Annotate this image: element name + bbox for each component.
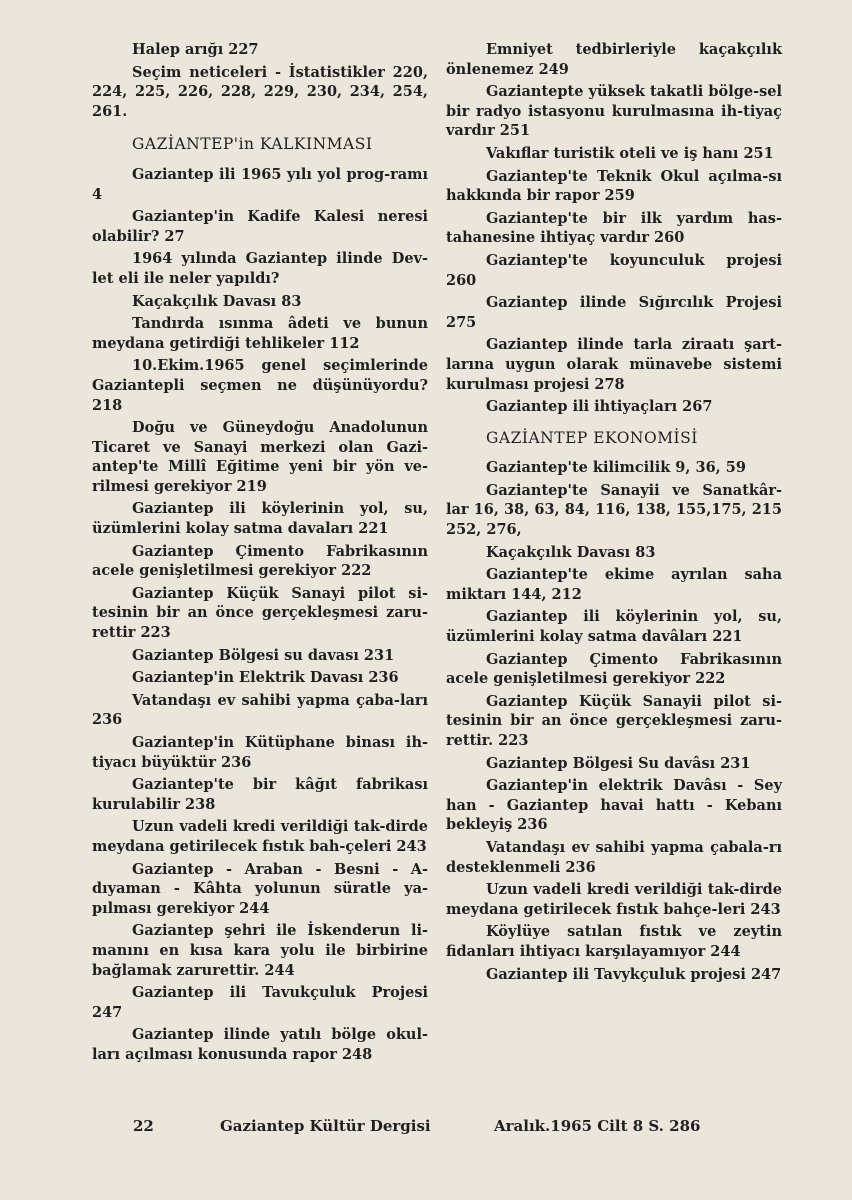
left-index-column xyxy=(92,40,428,1068)
index-entry: Gaziantep ili köylerinin yol, su, üzümlerini kolay satma davaları 221 xyxy=(92,500,428,538)
index-entry: Uzun vadeli kredi verildiği tak-dirde meydana getirilecek fıstık bah-çeleri 243 xyxy=(92,818,428,855)
index-entry: Gaziantep ilinde tarla ziraatı şart-larına uygun olarak münavebe sistemi kurulması projesi 278 xyxy=(446,336,782,393)
index-entry: 10.Ekim.1965 genel seçimlerinde Gaziantepli seçmen ne düşünüyordu? 218 xyxy=(92,357,428,414)
index-entry: Vakıflar turistik oteli ve iş hanı 251 xyxy=(486,144,774,162)
section-heading: GAZİANTEP EKONOMİSİ xyxy=(486,428,698,447)
issue-info: Aralık.1965 Cilt 8 S. 286 xyxy=(494,1117,701,1135)
index-entry: Gaziantep ilinde yatılı bölge okul-ları açılması konusunda rapor 248 xyxy=(92,1026,428,1063)
index-entry: Gaziantep Bölgesi Su davâsı 231 xyxy=(486,754,751,772)
index-entry: Gaziantep Çimento Fabrikasının acele genişletilmesi gerekiyor 222 xyxy=(446,650,782,688)
index-entry: Gaziantep ili Tavykçuluk projesi 247 xyxy=(486,965,782,983)
index-entry: Gaziantep - Araban - Besni - A-dıyaman - Kâhta yolunun süratle ya-pılması gerekiyor 244 xyxy=(92,860,428,917)
index-entry: Gaziantep ili 1965 yılı yol prog-ramı 4 xyxy=(92,165,428,203)
index-entry: Halep arığı 227 xyxy=(132,41,259,58)
index-entry: Kaçakçılık Davası 83 xyxy=(132,292,302,310)
index-entry: Uzun vadeli kredi verildiği tak-dirde meydana getirilecek fıstık bahçe-leri 243 xyxy=(446,881,782,918)
index-entry: Emniyet tedbirleriyle kaçakçılık önlenemez 249 xyxy=(446,41,782,78)
index-entry: Gaziantep'in Kadife Kalesi neresi olabilir? 27 xyxy=(92,208,428,245)
index-entry: Gaziantep ili Tavukçuluk Projesi 247 xyxy=(92,984,428,1021)
page-footer xyxy=(0,1117,852,1143)
index-entry: Köylüye satılan fıstık ve zeytin fidanları ihtiyacı karşılayamıyor 244 xyxy=(446,923,782,960)
index-entry: Gaziantep'te bir ilk yardım has-tahanesine ihtiyaç vardır 260 xyxy=(446,209,782,247)
index-entry: 1964 yılında Gaziantep ilinde Dev-let eli ile neler yapıldı? xyxy=(92,250,428,287)
right-index-column xyxy=(446,40,782,987)
section-heading: GAZİANTEP'in KALKINMASI xyxy=(132,135,373,154)
index-entry: Gaziantep ilinde Sığırcılık Projesi 275 xyxy=(446,294,782,331)
index-entry: Gaziantep'te ekime ayrılan saha miktarı 144, 212 xyxy=(446,566,782,603)
index-entry: Gaziantep ili köylerinin yol, su, üzümlerini kolay satma davâları 221 xyxy=(446,608,782,646)
index-entry: Gaziantep Bölgesi su davası 231 xyxy=(132,646,395,664)
index-entry: Gaziantep Çimento Fabrikasının acele genişletilmesi gerekiyor 222 xyxy=(92,542,428,580)
index-entry: Vatandaşı ev sahibi yapma çabala-rı desteklenmeli 236 xyxy=(446,838,782,876)
index-entry: Gaziantep şehri ile İskenderun li-manını en kısa kara yolu ile birbirine bağlamak zarurettir. 244 xyxy=(92,922,428,979)
index-entry: Gaziantep'in Elektrik Davası 236 xyxy=(132,669,399,687)
index-entry: Doğu ve Güneydoğu Anadolunun Ticaret ve Sanayi merkezi olan Gazi-antep'te Millî Eğitime yeni bir yön ve-rilmesi gerekiyor 219 xyxy=(92,419,428,495)
index-entry: Gaziantep'te bir kâğıt fabrikası kurulabilir 238 xyxy=(92,776,428,813)
journal-title: Gaziantep Kültür Dergisi xyxy=(220,1117,431,1135)
index-entry: Gaziantepte yüksek takatli bölge-sel bir radyo istasyonu kurulmasına ih-tiyaç vardır 251 xyxy=(446,83,782,140)
index-entry: Gaziantep'te Sanayii ve Sanatkâr-lar 16, 38, 63, 84, 116, 138, 155,175, 215 252, 276, xyxy=(446,481,782,539)
index-entry: Gaziantep ili ihtiyaçları 267 xyxy=(486,398,713,416)
page-number: 22 xyxy=(133,1117,154,1135)
index-entry: Tandırda ısınma âdeti ve bunun meydana getirdiği tehlikeler 112 xyxy=(92,315,428,352)
index-entry: Vatandaşı ev sahibi yapma çaba-ları 236 xyxy=(92,691,428,729)
index-entry: Seçim neticeleri - İstatistikler 220, 224, 225, 226, 228, 229, 230, 234, 254, 261. xyxy=(92,63,428,120)
index-entry: Gaziantep'te kilimcilik 9, 36, 59 xyxy=(486,459,746,477)
index-entry: Gaziantep'in Kütüphane binası ih-tiyacı büyüktür 236 xyxy=(92,734,428,771)
index-entry: Gaziantep'te Teknik Okul açılma-sı hakkında bir rapor 259 xyxy=(446,167,782,205)
index-entry: Gaziantep Küçük Sanayi pilot si-tesinin bir an önce gerçekleşmesi zaru-rettir 223 xyxy=(92,584,428,642)
index-entry: Gaziantep'te koyunculuk projesi 260 xyxy=(446,251,782,289)
index-entry: Gaziantep'in elektrik Davâsı - Sey han - Gaziantep havai hattı - Kebanı bekleyiş 236 xyxy=(446,777,782,834)
index-entry: Gaziantep Küçük Sanayii pilot si-tesinin bir an önce gerçekleşmesi zaru-rettir. 223 xyxy=(446,692,782,749)
index-entry: Kaçakçılık Davası 83 xyxy=(486,543,656,561)
